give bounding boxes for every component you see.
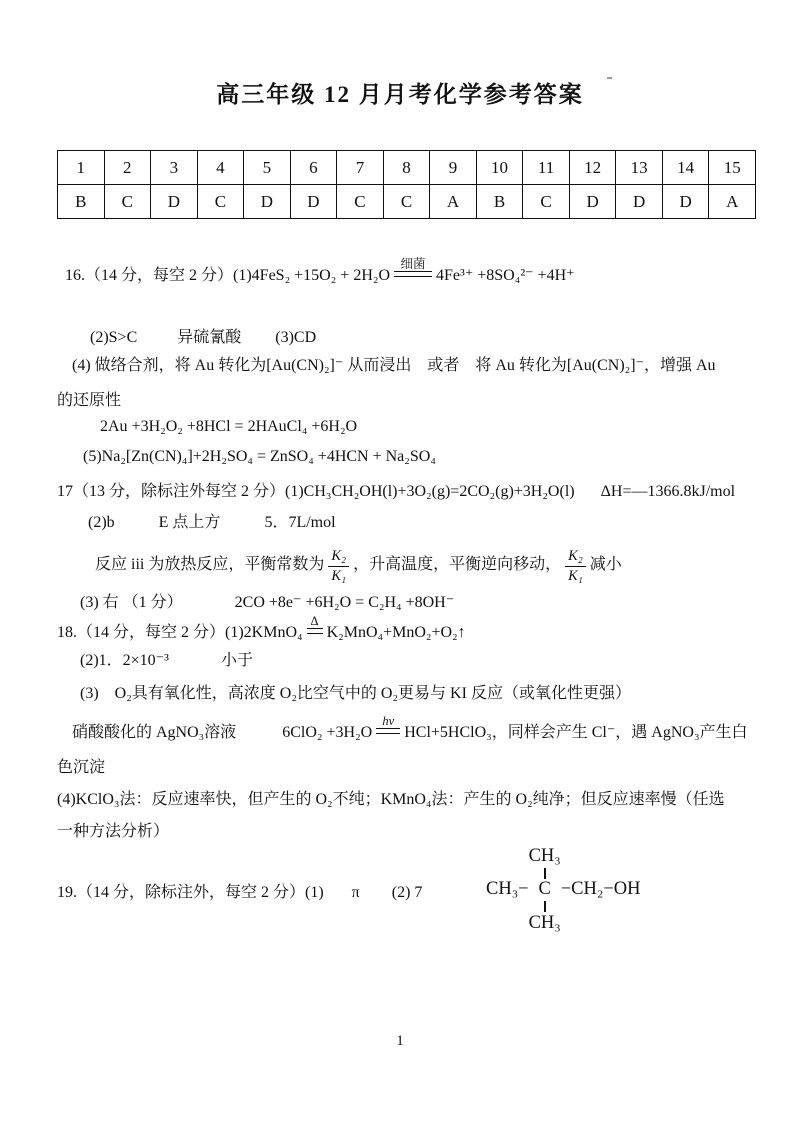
struct-top-methyl: CH₃	[528, 846, 561, 866]
q19-line-1	[57, 882, 422, 904]
q18-line-7	[57, 821, 169, 843]
q18-eq1-right: K₂MnO₄+MnO₂+O₂↑	[326, 624, 466, 641]
answer-letter-cell: B	[476, 185, 523, 219]
answer-number-cell: 5	[244, 151, 291, 185]
q18-ans2a: (2)1．2×10⁻³	[80, 652, 169, 669]
vertical-bond	[544, 868, 546, 879]
q17-ans3-label: (3) 右 （1 分）	[80, 594, 183, 611]
q18-line-2	[80, 650, 253, 672]
q18-ans3: (3) O₂具有氧化性，高浓度 O₂比空气中的 O₂更易与 KI 反应（或氧化性更强）	[80, 685, 631, 702]
answer-number-cell: 11	[523, 151, 570, 185]
q18-line-1	[57, 613, 466, 644]
answer-letter-cell: C	[104, 185, 151, 219]
fraction-numerator: K₂	[565, 548, 586, 567]
page-title: 高三年级 12 月月考化学参考答案	[216, 82, 584, 107]
q18-line-5	[57, 757, 105, 779]
q18-line-3	[80, 683, 631, 705]
answer-letter-cell: C	[523, 185, 570, 219]
answer-number-cell: 12	[569, 151, 616, 185]
q17-line-3	[95, 548, 622, 583]
answer-letter-cell: A	[430, 185, 477, 219]
q18-head: 18.（14 分，每空 2 分）(1)2KMnO₄	[57, 624, 303, 641]
answer-letter-cell: C	[197, 185, 244, 219]
answer-letter-cell: D	[616, 185, 663, 219]
answer-letter-cell: D	[244, 185, 291, 219]
answer-number-cell: 2	[104, 151, 151, 185]
structural-formula-neopentanol	[486, 847, 641, 933]
q17-head: 17（13 分，除标注外每空 2 分）(1)CH₃CH₂OH(l)+3O₂(g)=2CO₂(g)+3H₂O(l)	[57, 483, 575, 500]
answer-number-cell: 4	[197, 151, 244, 185]
q16-ans4-line2: 的还原性	[57, 392, 122, 409]
fraction-k2-over-k1	[565, 548, 586, 583]
answer-table	[57, 150, 756, 219]
answer-letter-cell: D	[290, 185, 337, 219]
answer-number-cell: 3	[151, 151, 198, 185]
fraction-k2-over-k1	[328, 548, 349, 583]
answer-number-cell: 15	[709, 151, 756, 185]
struct-central-carbon: C	[538, 879, 551, 900]
q16-line-3	[72, 355, 716, 377]
q16-line-4	[57, 390, 121, 412]
q16-ans4-eq: 2Au +3H₂O₂ +8HCl = 2HAuCl₄ +6H₂O	[100, 418, 358, 435]
answer-number-cell: 1	[58, 151, 105, 185]
answer-number-cell: 7	[337, 151, 384, 185]
q17-iii-text-2: ，升高温度，平衡逆向移动，	[353, 556, 562, 574]
reaction-condition-label: hv	[382, 713, 395, 728]
reaction-condition-equals	[376, 713, 400, 734]
answer-number-cell: 6	[290, 151, 337, 185]
q17-ans2b: E 点上方	[158, 514, 221, 531]
answer-letter-cell: B	[58, 185, 105, 219]
q16-line-6	[83, 446, 436, 468]
fraction-denominator: K₁	[331, 567, 347, 584]
struct-bottom-methyl: CH₃	[528, 912, 561, 933]
q16-ans4-line1: (4) 做络合剂，将 Au 转化为[Au(CN)₂]⁻ 从而浸出 或者 将 Au 转化为[Au(CN)₂]⁻，增强 Au	[72, 357, 716, 374]
reaction-condition-label: 细菌	[400, 256, 426, 271]
fraction-numerator: K₂	[328, 548, 349, 567]
q17-iii-text-3: 减小	[589, 556, 622, 574]
q18-eq2-left: 6ClO₂ +3H₂O	[282, 724, 373, 741]
answer-table-answer-row	[58, 185, 756, 219]
q19-ans2: (2) 7	[391, 884, 423, 901]
page-number: 1	[396, 1033, 404, 1049]
struct-right-group: −CH₂−OH	[560, 879, 641, 900]
q18-line-6	[57, 789, 725, 811]
q16-ans2a: (2)S>C	[90, 329, 138, 346]
q16-line-1	[65, 256, 575, 287]
vertical-bond	[544, 901, 546, 912]
answer-number-cell: 14	[662, 151, 709, 185]
q16-ans2b: 异硫氰酸	[177, 329, 242, 346]
q17-ans2a: (2)b	[88, 514, 115, 531]
q16-eq1-left: 4FeS₂ +15O₂ + 2H₂O	[251, 267, 391, 284]
q16-ans5: (5)Na₂[Zn(CN)₄]+2H₂SO₄ = ZnSO₄ +4HCN + Na₂SO₄	[83, 448, 436, 465]
answer-table-number-row	[58, 151, 756, 185]
q16-eq1-right: 4Fe³⁺ +8SO₄²⁻ +4H⁺	[436, 267, 575, 284]
q16-head: 16.（14 分，每空 2 分）(1)	[65, 267, 252, 284]
reaction-condition-label: Δ	[310, 613, 319, 628]
answer-number-cell: 13	[616, 151, 663, 185]
q18-agno3-label: 硝酸酸化的 AgNO₃溶液	[72, 724, 237, 741]
answer-letter-cell: D	[569, 185, 616, 219]
q17-ans3-eq: 2CO +8e⁻ +6H₂O = C₂H₄ +8OH⁻	[234, 594, 455, 611]
struct-left-group: CH₃−	[486, 879, 529, 900]
q16-line-5	[100, 416, 357, 438]
q16-line-2	[90, 327, 316, 349]
q17-ans2c: 5．7L/mol	[264, 514, 336, 531]
answer-letter-cell: A	[709, 185, 756, 219]
answer-number-cell: 10	[476, 151, 523, 185]
answer-letter-cell: D	[662, 185, 709, 219]
q16-ans3: (3)CD	[275, 329, 317, 346]
q17-delta-h: ΔH=—1366.8kJ/mol	[600, 483, 736, 500]
q18-ans4-line2: 一种方法分析）	[57, 823, 170, 840]
answer-letter-cell: C	[383, 185, 430, 219]
q17-iii-text-1: 反应 iii 为放热反应，平衡常数为	[95, 556, 325, 574]
q17-line-4	[80, 592, 454, 614]
answer-number-cell: 9	[430, 151, 477, 185]
q17-line-1	[57, 481, 735, 503]
reaction-condition-equals	[394, 256, 432, 277]
q19-ans1: π	[351, 884, 360, 901]
answer-letter-cell: C	[337, 185, 384, 219]
q18-ans3-line3: 色沉淀	[57, 759, 106, 776]
q18-eq2-right: HCl+5HClO₃，同样会产生 Cl⁻，遇 AgNO₃产生白	[404, 724, 748, 741]
q18-ans2b: 小于	[220, 652, 253, 669]
q18-line-4	[72, 713, 748, 744]
q18-ans4-line1: (4)KClO₃法：反应速率快，但产生的 O₂不纯；KMnO₄法：产生的 O₂纯净；但反应速率慢（任选	[57, 791, 725, 808]
answer-number-cell: 8	[383, 151, 430, 185]
reaction-condition-equals	[307, 613, 323, 634]
q19-head: 19.（14 分，除标注外，每空 2 分）(1)	[57, 884, 324, 901]
fraction-denominator: K₁	[568, 567, 583, 584]
q17-line-2	[88, 512, 336, 534]
answer-letter-cell: D	[151, 185, 198, 219]
